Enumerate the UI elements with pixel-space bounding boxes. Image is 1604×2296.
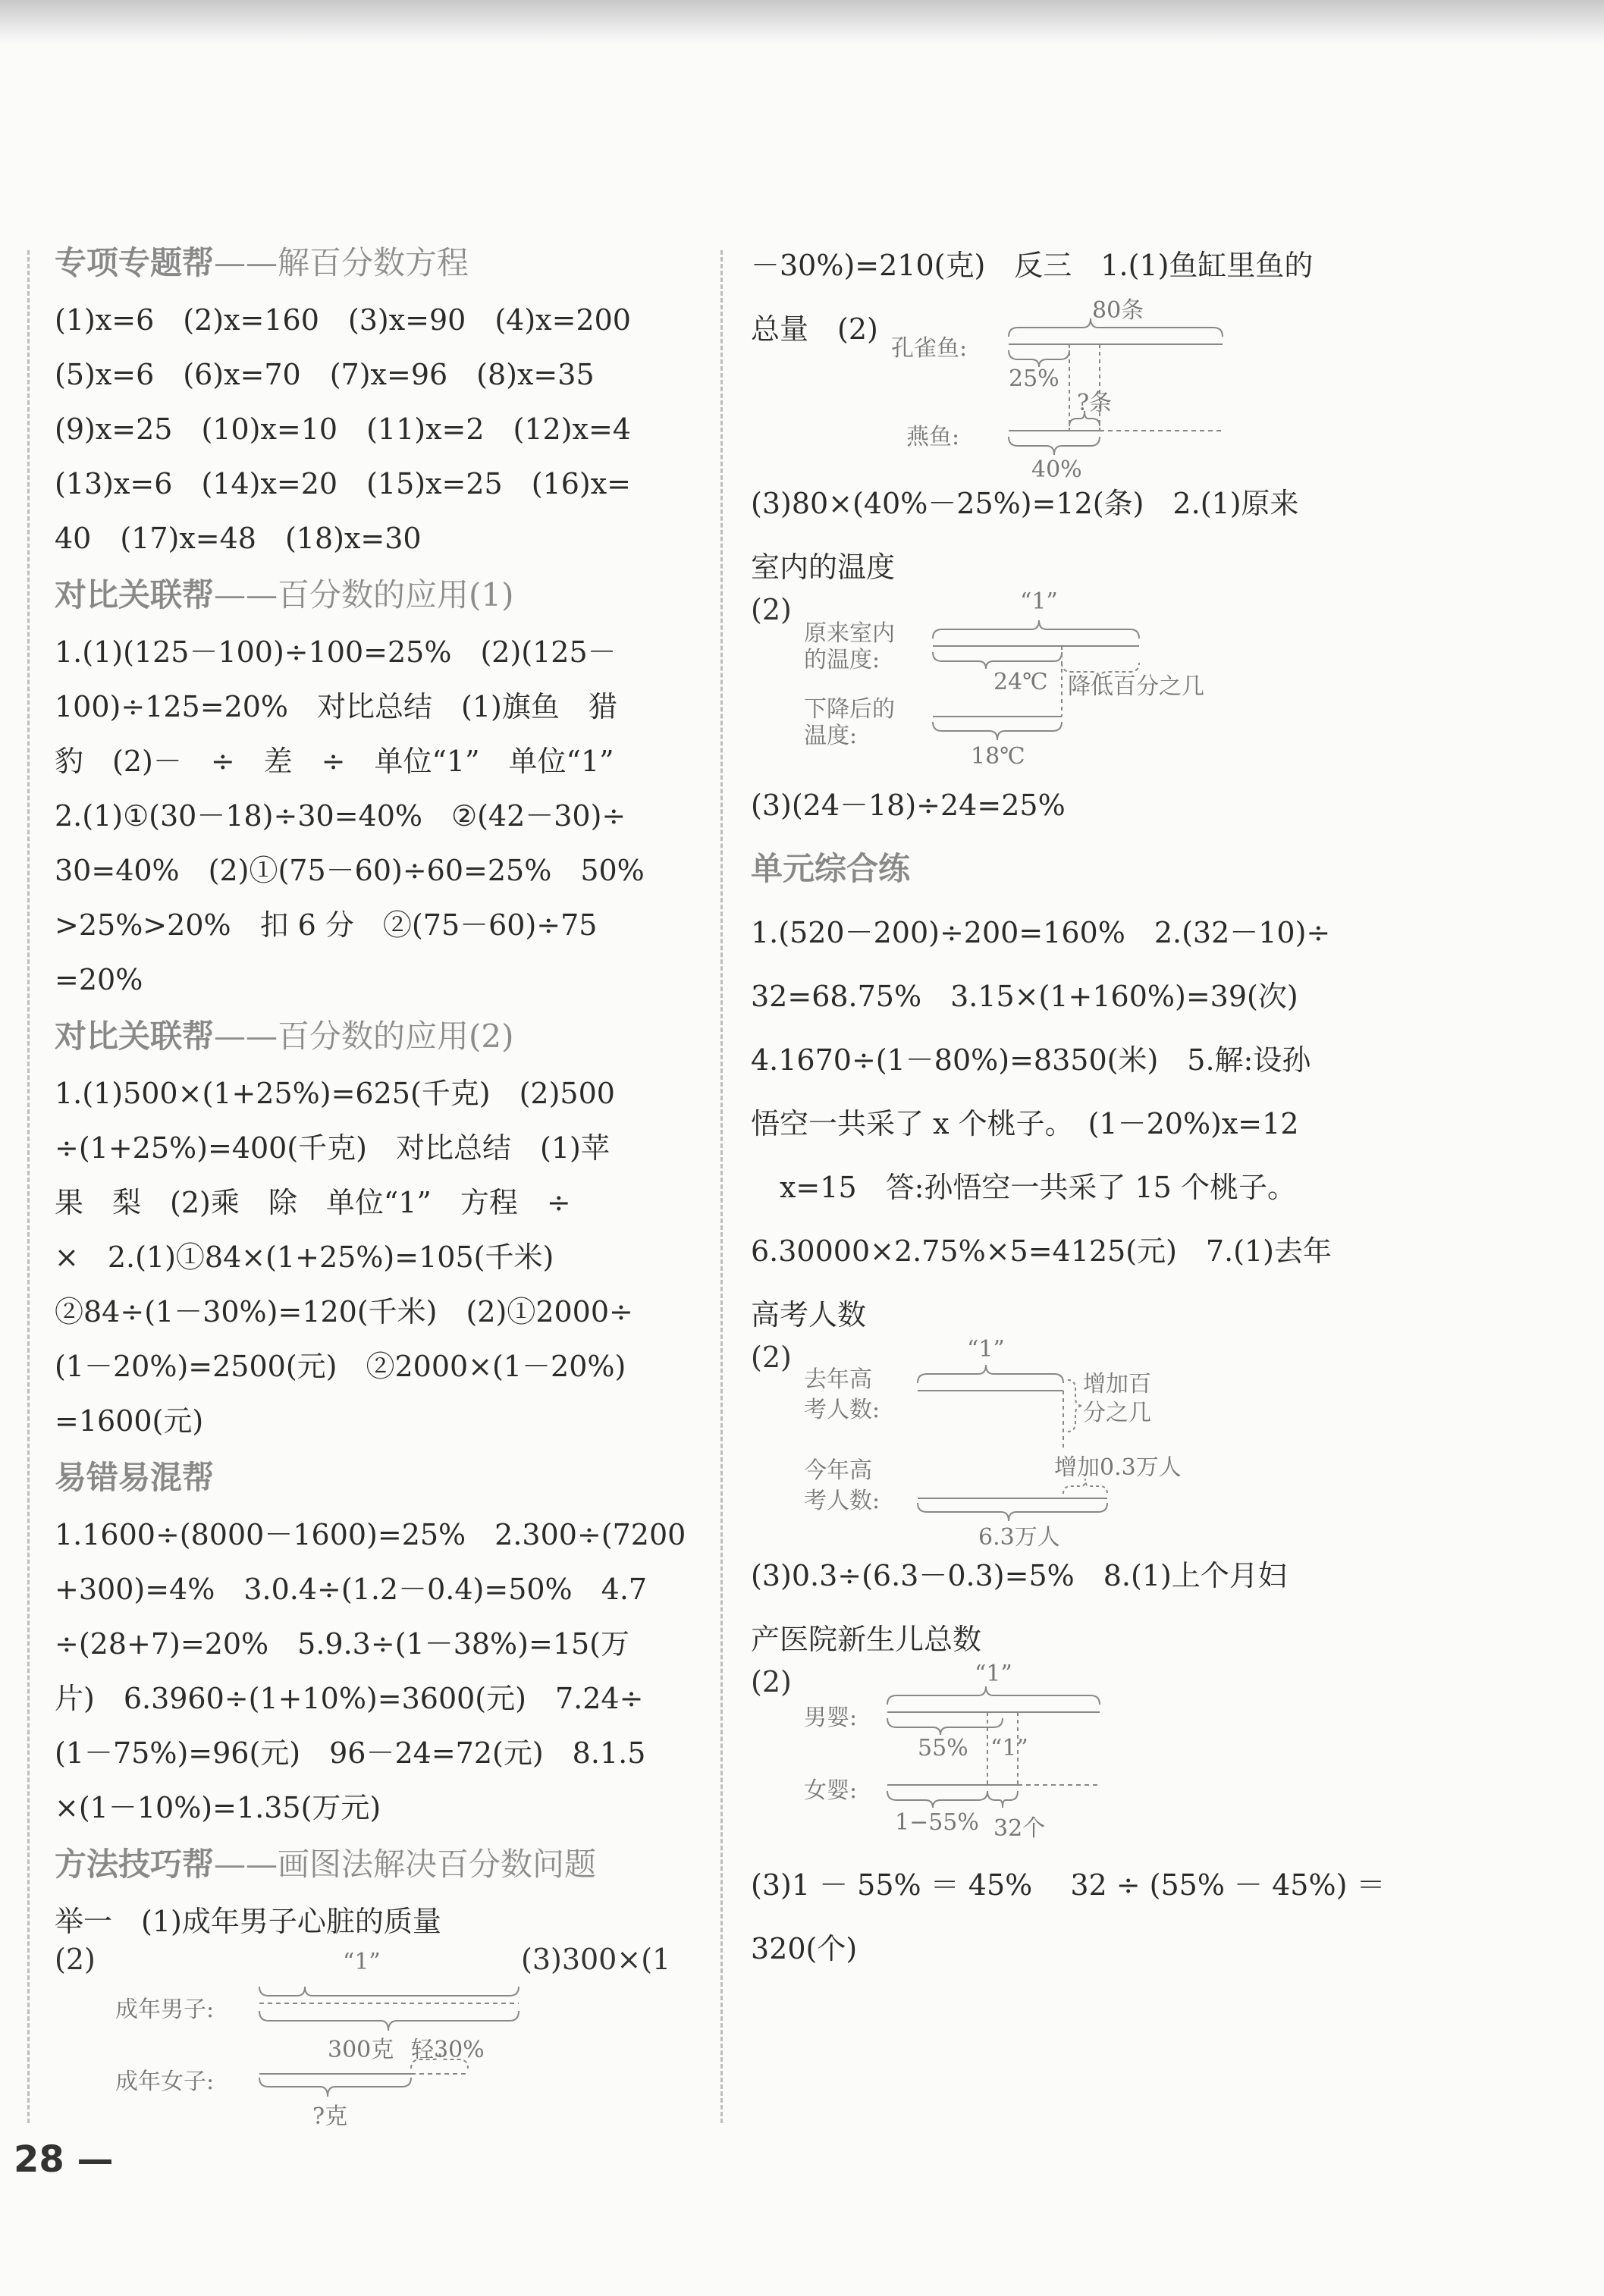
answer-line: 320(个) (751, 1932, 858, 1965)
question-part-label: (2) (751, 1665, 792, 1698)
answer-line: (3)80×(40%－25%)=12(条) 2.(1)原来 (751, 487, 1299, 520)
answer-line: 1.(1)500×(1+25%)=625(千克) (2)500 (55, 1077, 615, 1110)
total-label: 6.3万人 (978, 1524, 1060, 1551)
answer-line: 4.1670÷(1－80%)=8350(米) 5.解:设孙 (751, 1043, 1311, 1077)
unit-one-label: “1” (1020, 588, 1058, 615)
percent-label: 25% (1009, 365, 1059, 392)
answer-line: 32=68.75% 3.15×(1+160%)=39(次) (751, 980, 1298, 1013)
answer-line: 豹 (2)－ ÷ 差 ÷ 单位“1” 单位“1” (55, 745, 614, 778)
right-column (751, 234, 1395, 1981)
answer-line: 果 梨 (2)乘 除 单位“1” 方程 ÷ (55, 1186, 571, 1219)
question-part-label: (2) (55, 1943, 96, 1976)
percent-label: 1−55% (895, 1809, 979, 1836)
temperature-label: 18℃ (971, 743, 1025, 770)
heading-title: 方法技巧帮 (55, 1846, 215, 1883)
line-segment-diagram-newborns (751, 1661, 1395, 1853)
unit-one-label: “1” (967, 1336, 1005, 1363)
answer-line: (3)(24－18)÷24=25% (751, 789, 1066, 822)
answer-line: (1－75%)=96(元) 96－24=72(元) 8.1.5 (55, 1736, 646, 1770)
question-part-label: (2) (751, 1341, 792, 1374)
answer-line: ÷(1+25%)=400(千克) 对比总结 (1)苹 (55, 1131, 610, 1165)
heading-subtitle: ——百分数的应用(2) (214, 1018, 514, 1055)
unknown-label: ?条 (1077, 390, 1113, 416)
section-heading (751, 837, 1395, 901)
heading-subtitle: ——画图法解决百分数问题 (214, 1846, 597, 1883)
heading-title: 专项专题帮 (55, 244, 215, 281)
increase-label: 增加0.3万人 (1054, 1454, 1182, 1481)
unit-one-label: “1” (975, 1661, 1012, 1687)
section-heading (55, 1835, 699, 1894)
answer-line: x=15 答:孙悟空一共采了 15 个桃子。 (751, 1171, 1296, 1204)
column-divider (720, 250, 723, 2123)
segment-label-girls: 女婴: (804, 1777, 858, 1804)
line-segment-diagram-exam (751, 1336, 1395, 1551)
answer-line: 1.(1)(125－100)÷100=25% (2)(125－ (55, 635, 617, 669)
answer-line: 片) 6.3960÷(1+10%)=3600(元) 7.24÷ (55, 1682, 644, 1715)
value-label: 轻30% (411, 2037, 485, 2063)
percent-label: 40% (1031, 456, 1082, 483)
answer-line: 举一 (1)成年男子心脏的质量 (55, 1905, 441, 1938)
answer-line: 高考人数 (751, 1298, 867, 1331)
answer-line: (3)1 － 55% ＝ 45% 32 ÷ (55% － 45%) ＝ (751, 1868, 1386, 1902)
answer-line: (9)x=25 (10)x=10 (11)x=2 (12)x=4 (55, 412, 631, 446)
segment-label-this-year: 考人数: (804, 1488, 880, 1514)
heading-title: 对比关联帮 (55, 1018, 215, 1055)
segment-label-last-year: 去年高 (804, 1366, 872, 1393)
scan-top-edge (0, 0, 1604, 44)
answer-line: (3)0.3÷(6.3－0.3)=5% 8.(1)上个月妇 (751, 1559, 1287, 1592)
answer-line: 总量 (2) (751, 312, 878, 346)
section-heading (55, 1007, 699, 1066)
answer-line: ÷(28+7)=20% 5.9.3÷(1－38%)=15(万 (55, 1627, 629, 1661)
answer-line: (13)x=6 (14)x=20 (15)x=25 (16)x= (55, 467, 631, 500)
line-segment-diagram-temperature (751, 588, 1395, 773)
answer-line: × 2.(1)①84×(1+25%)=105(千米) (55, 1241, 554, 1274)
unknown-label: ?克 (312, 2103, 348, 2130)
answer-line: =1600(元) (55, 1404, 204, 1438)
decrease-label: 降低百分之几 (1068, 673, 1204, 700)
answer-line: ②84÷(1－30%)=120(千米) (2)①2000÷ (55, 1295, 633, 1328)
answer-line: －30%)=210(克) 反三 1.(1)鱼缸里鱼的 (751, 249, 1314, 282)
heading-subtitle: ——百分数的应用(1) (214, 576, 514, 613)
page-number: 28 — (14, 2138, 114, 2181)
segment-label-swallow-fish: 燕鱼: (906, 424, 960, 450)
total-label: 80条 (1092, 297, 1144, 324)
section-heading (55, 234, 699, 293)
answer-line: 30=40% (2)①(75－60)÷60=25% 50% (55, 854, 645, 887)
answer-line: >25%>20% 扣 6 分 ②(75－60)÷75 (55, 908, 598, 942)
segment-label-after-drop: 温度: (804, 723, 858, 749)
answer-line: 悟空一共采了 x 个桃子。 (1－20%)x=12 (751, 1107, 1299, 1140)
answer-line: =20% (55, 963, 143, 996)
heading-subtitle: ——解百分数方程 (214, 244, 469, 281)
left-column (55, 234, 699, 2130)
segment-label-peacock-fish: 孔雀鱼: (891, 335, 968, 362)
segment-label-original: 的温度: (804, 647, 880, 673)
line-segment-diagram-fish (751, 297, 1395, 483)
segment-label-original: 原来室内 (804, 620, 895, 647)
unit-one-label: “1” (343, 1949, 381, 1975)
answer-line: ×(1－10%)=1.35(万元) (55, 1791, 381, 1824)
answer-line: 2.(1)①(30－18)÷30=40% ②(42－30)÷ (55, 799, 626, 833)
heading-title: 单元综合练 (751, 850, 911, 887)
line-segment-diagram-heart (55, 1943, 699, 2130)
diagram-lines (751, 308, 1395, 460)
answer-line: (5)x=6 (6)x=70 (7)x=96 (8)x=35 (55, 358, 595, 391)
answer-line: 1.(520－200)÷200=160% 2.(32－10)÷ (751, 916, 1331, 949)
increase-label: 增加百 (1083, 1371, 1151, 1397)
unit-one-label: “1” (990, 1735, 1028, 1761)
segment-label-this-year: 今年高 (804, 1457, 872, 1484)
answer-line: 6.30000×2.75%×5=4125(元) 7.(1)去年 (751, 1234, 1332, 1268)
percent-label: 55% (918, 1735, 968, 1761)
segment-label-women: 成年女子: (115, 2069, 215, 2095)
value-label: 300克 (328, 2037, 394, 2063)
answer-line: 1.1600÷(8000－1600)=25% 2.300÷(7200 (55, 1518, 686, 1551)
answer-line: 产医院新生儿总数 (751, 1623, 982, 1656)
answer-line: (1)x=6 (2)x=160 (3)x=90 (4)x=200 (55, 303, 631, 337)
left-margin-rule (27, 250, 30, 2123)
answer-line: 室内的温度 (751, 550, 896, 584)
segment-label-last-year: 考人数: (804, 1397, 880, 1423)
answer-line: (1－20%)=2500(元) ②2000×(1－20%) (55, 1350, 626, 1383)
segment-label-after-drop: 下降后的 (804, 696, 895, 723)
segment-label-boys: 男婴: (804, 1705, 858, 1731)
heading-title: 对比关联帮 (55, 576, 215, 613)
answer-line: 100)÷125=20% 对比总结 (1)旗鱼 猎 (55, 690, 617, 723)
answer-line: 40 (17)x=48 (18)x=30 (55, 522, 422, 555)
increase-label: 分之几 (1083, 1400, 1151, 1426)
question-part-label: (2) (751, 593, 792, 626)
answer-line: +300)=4% 3.0.4÷(1.2－0.4)=50% 4.7 (55, 1573, 648, 1606)
temperature-label: 24℃ (993, 669, 1048, 695)
heading-title: 易错易混帮 (55, 1459, 215, 1496)
count-label: 32个 (993, 1815, 1046, 1842)
answer-continuation: (3)300×(1 (521, 1943, 671, 1976)
section-heading (55, 1448, 699, 1507)
section-heading (55, 566, 699, 625)
segment-label-men: 成年男子: (115, 1996, 215, 2023)
